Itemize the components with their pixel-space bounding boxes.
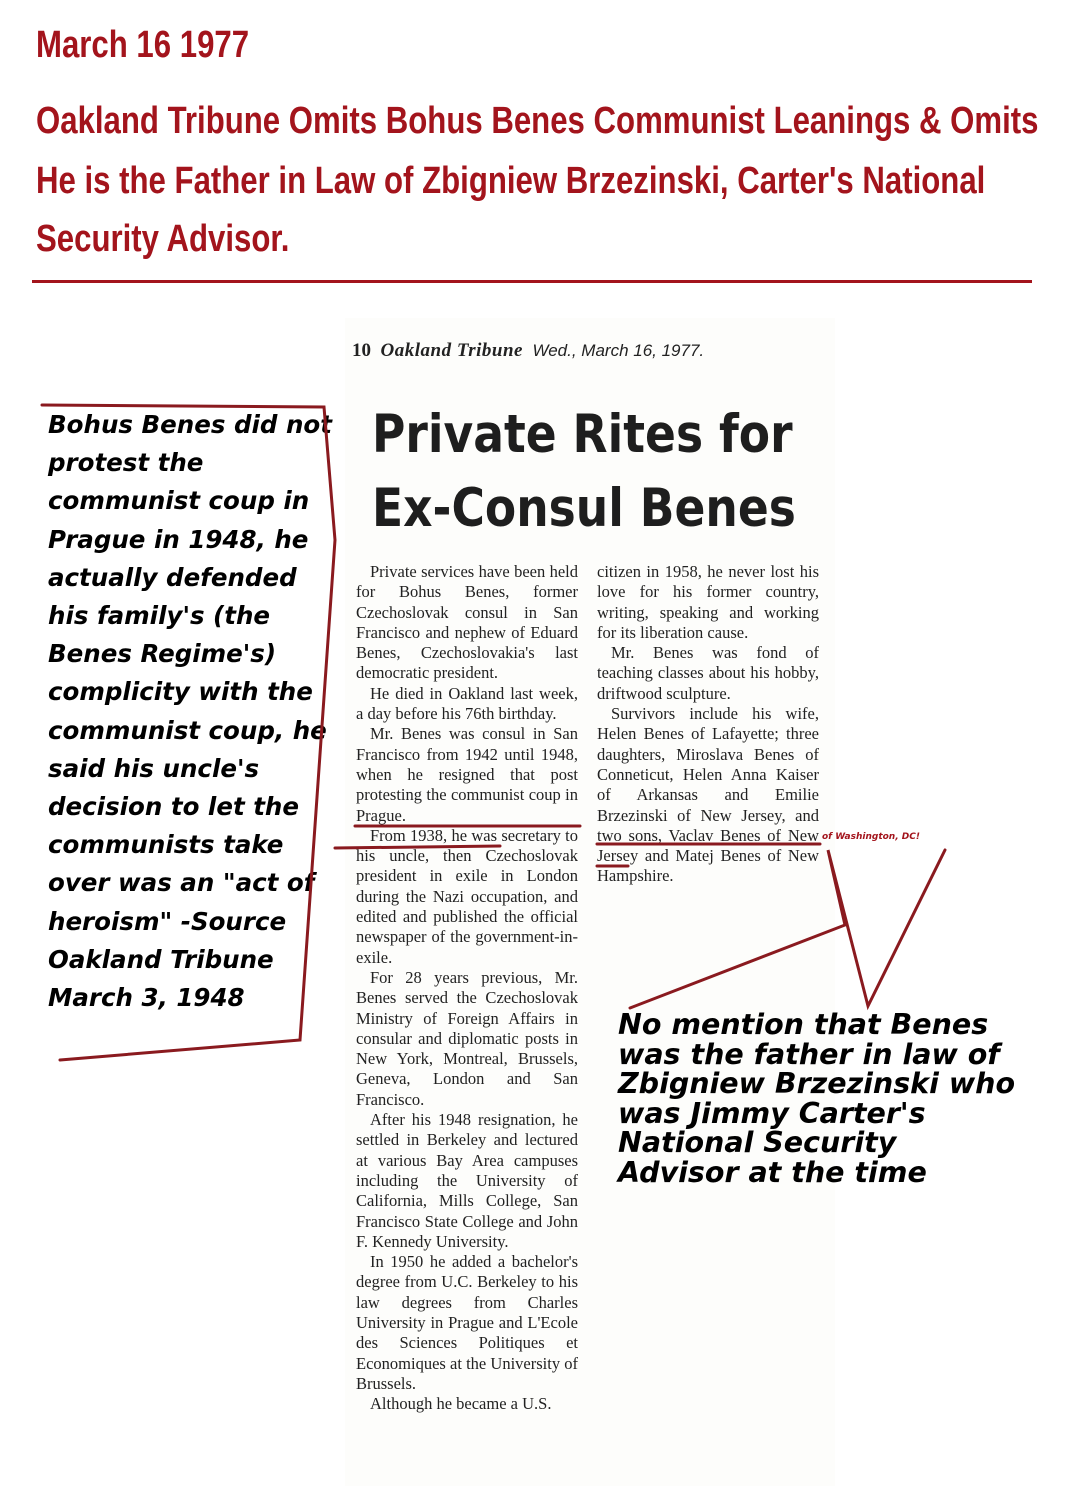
- page-headline-line-2: He is the Father in Law of Zbigniew Brzezinski, Carter's National: [36, 160, 986, 202]
- header-divider: [32, 280, 1032, 283]
- left-annotation: Bohus Benes did not protest the communist coup in Prague in 1948, he actually defended his family's (the Benes Regime's) complicity with the communist coup, he said his uncle's decision to let the communists take over was an "act of heroism" -Source Oakland Tribune March 3, 1948: [48, 410, 332, 1013]
- article-paragraph: For 28 years previous, Mr. Benes served the Czechoslovak Ministry of Foreign Affairs in consular and diplomatic posts in New York, Montreal, Brussels, Geneva, London and San Francisco.: [356, 967, 578, 1109]
- right-annotation: No mention that Benes was the father in law of Zbigniew Brzezinski who was Jimmy Carter's National Security Advisor at the time: [618, 1008, 1016, 1189]
- article-paragraph: Private services have been held for Bohus Benes, former Czechoslovak consul in San Francisco and nephew of Eduard Benes, Czechoslovakia's last democratic president.: [356, 562, 578, 683]
- article-paragraph: Mr. Benes was fond of teaching classes about his hobby, driftwood sculpture.: [597, 643, 819, 703]
- newspaper-masthead: [352, 340, 704, 362]
- article-paragraph: Survivors include his wife, Helen Benes of Lafayette; three daughters, Miroslava Benes of Conneticut, Helen Anna Kaiser of Arkansas and Emilie Brzezinski of New Jersey, and two sons, Vaclav Benes of New Jersey and Matej Benes of New Hampshire.: [597, 704, 819, 886]
- article-paragraph: In 1950 he added a bachelor's degree from U.C. Berkeley to his law degrees from Charles University in Prague and L'Ecole des Sciences Politiques et Economiques at the University of Brussels.: [356, 1252, 578, 1393]
- article-paragraph: From 1938, he was secretary to his uncle, then Czechoslovak president in exile in London during the Nazi occupation, and edited and published the official newspaper of the government-in-exile.: [356, 825, 578, 967]
- issue-date: Wed., March 16, 1977.: [532, 341, 705, 360]
- article-paragraph: Although he became a U.S.: [370, 1394, 552, 1414]
- paper-name: Oakland Tribune: [380, 340, 523, 361]
- article-headline-line-1: Private Rites for: [372, 404, 793, 465]
- article-column-right: [597, 562, 819, 887]
- page-headline-line-3: Security Advisor.: [36, 218, 290, 260]
- article-paragraph: He died in Oakland last week, a day before his 76th birthday.: [356, 683, 578, 724]
- article-paragraph: After his 1948 resignation, he settled in Berkeley and lectured at various Bay Area campuses including the University of California, Mills College, San Francisco State College and John F. Kennedy University.: [356, 1110, 578, 1251]
- page-number: 10: [352, 340, 371, 361]
- article-headline: [372, 398, 796, 546]
- article-headline-line-2: Ex-Consul Benes: [372, 478, 796, 539]
- article-paragraph: Mr. Benes was consul in San Francisco from 1942 until 1948, when he resigned that post protesting the communist coup in Prague.: [356, 724, 578, 825]
- page-date: March 16 1977: [36, 24, 250, 66]
- page-headline-line-1: Oakland Tribune Omits Bohus Benes Communist Leanings & Omits: [36, 100, 1039, 142]
- article-column-left: [356, 562, 578, 1414]
- article-paragraph: citizen in 1958, he never lost his love for his former country, writing, speaking and working for its liberation cause.: [597, 562, 819, 642]
- inline-annotation: of Washington, DC!: [822, 832, 920, 842]
